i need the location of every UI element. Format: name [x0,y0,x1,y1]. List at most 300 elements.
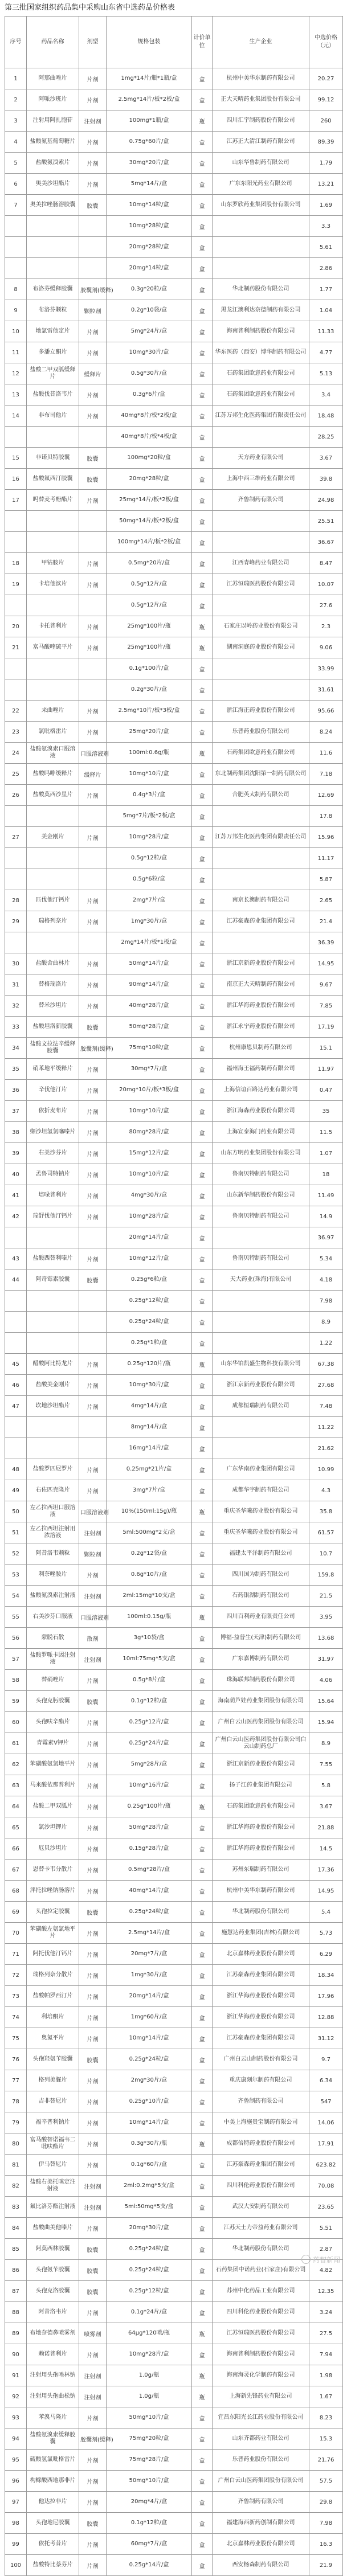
cell-price: 1.77 [309,279,343,300]
cell-drug-name: 左乙拉西坦口服溶液 [27,1501,79,1522]
table-row [5,2112,343,2133]
cell-drug-name: 地氯雷他定片 [27,321,79,342]
cell-manufacturer: 浙江华海药业股份有限公司 [213,1986,309,2007]
cell-price: 2.3 [309,616,343,637]
cell-drug-name: 盐酸帕罗西汀片 [27,1986,79,2007]
cell-unit: 盒 [192,469,213,490]
cell-unit: 盒 [192,1059,213,1080]
cell-dosage-form: 片剂 [79,2091,107,2112]
cell-index: 67 [5,1860,27,1881]
cell-dosage-form: 片剂 [79,89,107,110]
cell-drug-name: 富马酸替诺福韦二吡呋酯片 [27,2133,79,2155]
table-row [5,1501,343,1522]
cell-manufacturer: 浙江华海药业股份有限公司 [213,1838,309,1860]
cell-dosage-form: 胶囊 [79,1691,107,1712]
cell-manufacturer: 重庆康刻尔制药有限公司 [213,2070,309,2091]
cell-spec: 0.15g*28片/盒 [107,1838,192,1860]
cell-manufacturer: 博福-益普生(天津)制药有限公司 [213,1628,309,1649]
cell-price: 27.68 [309,1375,343,1396]
cell-index: 35 [5,1059,27,1080]
cell-spec: 25mg*100片/瓶 [107,637,192,658]
cell-spec: 0.5g*12粒/盒 [107,848,192,869]
table-row [5,1965,343,1986]
table-row [5,448,343,469]
cell-manufacturer: 浙江永宁药业股份有限公司 [213,1017,309,1038]
cell-spec: 0.25g*24粒/盒 [107,2260,192,2281]
cell-unit: 盒 [192,2555,213,2576]
cell-manufacturer: 山东罗欣药业集团股份有限公司 [213,195,309,216]
cell-unit: 盒 [192,427,213,448]
cell-drug-name: 左乙拉西坦注射用浓溶液 [27,1522,79,1543]
cell-drug-name: 瑞格列奈分散片 [27,1965,79,1986]
table-row [5,300,343,321]
cell-unit: 盒 [192,2281,213,2302]
cell-dosage-form: 片剂 [79,974,107,996]
cell-price: 36.39 [309,932,343,953]
cell-dosage-form: 片剂 [79,1122,107,1143]
cell-drug-name: 吉非替尼片 [27,2091,79,2112]
cell-price: 12.35 [309,2281,343,2302]
table-row [5,1881,343,1902]
cell-price: 9.06 [309,637,343,658]
cell-index: 70 [5,1923,27,1944]
cell-price: 21.4 [309,911,343,932]
cell-unit: 瓶 [192,1796,213,1817]
cell-drug-name: 布地奈德鼻喷雾剂 [27,2323,79,2344]
cell-price: 1.22 [309,1333,343,1354]
cell-dosage-form: 片剂 [79,1860,107,1881]
cell-spec: 0.25g*24粒/盒 [107,2049,192,2070]
cell-dosage-form [79,1417,107,1438]
cell-dosage-form: 片剂 [79,616,107,637]
cell-manufacturer: 江苏万邦生化医药集团有限责任公司 [213,406,309,427]
cell-unit: 瓶 [192,2386,213,2407]
cell-manufacturer: 浙江京新药业股份有限公司 [213,1375,309,1396]
table-row [5,532,343,553]
cell-unit: 盒 [192,953,213,974]
cell-index: 39 [5,1143,27,1164]
cell-index: 18 [5,553,27,574]
cell-dosage-form: 胶囊 [79,469,107,490]
cell-index: 80 [5,2133,27,2155]
cell-unit: 盒 [192,1881,213,1902]
cell-dosage-form: 胶囊剂(缓释) [79,1038,107,1059]
cell-spec: 3mg*7片/盒 [107,1480,192,1501]
cell-drug-name: 布洛芬缓释胶囊 [27,279,79,300]
cell-spec: 50mg*14片/盒 [107,953,192,974]
table-row [5,363,343,384]
cell-unit: 盒 [192,342,213,363]
cell-spec: 20mg*14片/盒 [107,1227,192,1248]
cell-index: 31 [5,974,27,996]
cell-manufacturer: 齐鲁制药有限公司 [213,490,309,511]
cell-drug-name: 盐酸特比萘芬片 [27,2555,79,2576]
cell-unit: 盒 [192,1754,213,1775]
cell-manufacturer: 海南普利制药股份有限公司 [213,2344,309,2365]
cell-spec: 0.5g*12片/盒 [107,595,192,616]
cell-drug-name [27,658,79,679]
cell-price: 28.25 [309,427,343,448]
cell-manufacturer: 中美上海施贵宝制药有限公司 [213,2112,309,2133]
cell-spec: 1mg*14片/瓶*1瓶/盒 [107,68,192,89]
cell-dosage-form: 片剂 [79,2133,107,2155]
cell-manufacturer: 福建太平洋制药有限公司 [213,1543,309,1565]
cell-unit: 盒 [192,1017,213,1038]
cell-drug-name: 奥美拉唑肠溶胶囊 [27,195,79,216]
table-row [5,1902,343,1923]
header-index: 序号 [5,17,27,68]
cell-manufacturer: 成都恒瑞制药有限公司 [213,1396,309,1417]
cell-drug-name [27,806,79,827]
cell-manufacturer: 广东东阳光药业有限公司 [213,174,309,195]
cell-spec: 10mg*28片/盒 [107,1206,192,1227]
cell-price: 1.79 [309,153,343,174]
cell-dosage-form: 片剂 [79,637,107,658]
cell-dosage-form: 口服溶液剂 [79,1501,107,1522]
cell-price: 3.3 [309,216,343,237]
cell-spec: 0.1g*12粒/盒 [107,1691,192,1712]
cell-manufacturer: 扬子江药业集团有限公司 [213,1775,309,1796]
cell-drug-name: 卡培他滨片 [27,574,79,595]
cell-price: 14.95 [309,1881,343,1902]
table-row [5,764,343,785]
cell-drug-name: 头孢羟氨苄胶囊 [27,2049,79,2070]
table-row [5,1375,343,1396]
table-row [5,701,343,722]
cell-spec: 20mg*14片/盒 [107,1986,192,2007]
cell-index: 84 [5,2218,27,2239]
cell-manufacturer: 山东新华制药股份有限公司 [213,1185,309,1206]
cell-manufacturer: 南京长澳制药有限公司 [213,890,309,911]
table-row [5,1860,343,1881]
cell-manufacturer: 上海宣泰海门药业有限公司 [213,1122,309,1143]
cell-dosage-form: 片剂 [79,132,107,153]
cell-manufacturer: 石药集团欧意药业有限公司 [213,384,309,406]
cell-manufacturer: 江苏豪森药业集团有限公司 [213,1965,309,1986]
cell-spec: 0.25g*24粒/盒 [107,1902,192,1923]
cell-drug-name [27,932,79,953]
cell-price: 7.18 [309,764,343,785]
table-row [5,89,343,110]
cell-spec: 8mg*14片/盒 [107,1417,192,1438]
cell-price: 15.96 [309,827,343,848]
cell-price: 11.97 [309,1059,343,1080]
cell-manufacturer: 石药集团欧意药业有限公司 [213,1796,309,1817]
cell-manufacturer [213,869,309,890]
cell-spec: 0.1g*12粒/盒 [107,2513,192,2534]
cell-price: 4.82 [309,2260,343,2281]
cell-spec: 0.1g*24片/盒 [107,2302,192,2323]
cell-price: 13.21 [309,174,343,195]
cell-drug-name [27,237,79,258]
cell-unit: 盒 [192,2049,213,2070]
table-row [5,2133,343,2155]
cell-manufacturer: 鲁南贝特制药有限公司 [213,1206,309,1227]
header-spec: 规格包装 [107,17,192,68]
cell-drug-name: 盐酸二甲双胍缓释片 [27,363,79,384]
table-row [5,932,343,953]
table-row [5,2070,343,2091]
cell-spec: 10mg*10片/盒 [107,1164,192,1185]
cell-price: 31.61 [309,679,343,701]
cell-unit: 盒 [192,490,213,511]
cell-manufacturer: 西安杨森制药有限公司 [213,2555,309,2576]
cell-drug-name: 利培酮片 [27,2007,79,2028]
cell-manufacturer: 成都倍特药业股份有限公司 [213,2133,309,2155]
cell-manufacturer [213,258,309,279]
cell-drug-name: 恩替卡韦分散片 [27,1860,79,1881]
cell-manufacturer: 福建海西新药创制有限公司 [213,2513,309,2534]
cell-drug-name: 头孢地尼胶囊 [27,2513,79,2534]
cell-spec: 0.6g*10片/盒 [107,1565,192,1586]
table-row [5,216,343,237]
cell-drug-name: 阿哌沙班片 [27,89,79,110]
cell-unit: 盒 [192,869,213,890]
cell-dosage-form [79,869,107,890]
cell-unit: 盒 [192,132,213,153]
cell-spec: 1mg*60片/盒 [107,2007,192,2028]
cell-unit: 盒 [192,1944,213,1965]
cell-manufacturer: 正大天晴药业集团股份有限公司 [213,89,309,110]
cell-drug-name: 枸橼酸西地那非片 [27,2471,79,2492]
cell-unit: 盒 [192,174,213,195]
cell-price: 23.65 [309,2197,343,2218]
cell-dosage-form: 片剂 [79,1817,107,1838]
cell-spec: 0.3g*6片/盒 [107,384,192,406]
cell-price: 7.98 [309,2513,343,2534]
table-row [5,1712,343,1733]
cell-index: 96 [5,2471,27,2492]
cell-spec: 100ml:0.6g/瓶 [107,743,192,764]
cell-price: 8.24 [309,722,343,743]
table-row [5,1543,343,1565]
cell-index: 15 [5,448,27,469]
cell-dosage-form: 片剂 [79,2450,107,2471]
cell-manufacturer: 天大药业(珠海)有限公司 [213,1269,309,1291]
cell-spec: 0.5g*12片/盒 [107,574,192,595]
cell-spec: 10mg*28片/盒 [107,2344,192,2365]
cell-drug-name [27,1312,79,1333]
table-row [5,722,343,743]
cell-drug-name: 美金刚片 [27,827,79,848]
cell-price: 3.95 [309,1607,343,1628]
price-table [5,16,343,2576]
cell-spec: 75mg*20粒/盒 [107,2428,192,2450]
cell-dosage-form: 片剂 [79,827,107,848]
cell-index: 8 [5,279,27,300]
cell-drug-name: 盐酸坦洛新胶囊 [27,1017,79,1038]
cell-drug-name: 来曲唑片 [27,701,79,722]
cell-drug-name: 奥氮平片 [27,2028,79,2049]
cell-manufacturer: 杭州中美华东制药有限公司 [213,68,309,89]
cell-price: 8.23 [309,2407,343,2428]
cell-unit: 盒 [192,1333,213,1354]
cell-drug-name: 盐酸西替利嗪片 [27,1248,79,1269]
cell-unit: 盒 [192,1291,213,1312]
cell-dosage-form: 片剂 [79,1080,107,1101]
cell-spec: 80mg*28片/盒 [107,1122,192,1143]
cell-price: 14.95 [309,953,343,974]
cell-drug-name: 缬沙坦氢氯噻嗪片 [27,1122,79,1143]
table-row [5,195,343,216]
cell-unit: 盒 [192,1838,213,1860]
table-row [5,996,343,1017]
cell-manufacturer: 江苏万邦生化医药集团有限责任公司 [213,827,309,848]
cell-price: 3.67 [309,448,343,469]
cell-drug-name: 盐酸舍曲林片 [27,953,79,974]
cell-unit: 盒 [192,1206,213,1227]
cell-price: 61.57 [309,1522,343,1543]
cell-price: 39.8 [309,469,343,490]
table-row [5,2260,343,2281]
cell-dosage-form [79,216,107,237]
cell-manufacturer: 山东齐都药业有限公司 [213,2428,309,2450]
cell-dosage-form: 注射剂 [79,2386,107,2407]
table-row [5,848,343,869]
cell-spec: 0.25mg*21片/盒 [107,1459,192,1480]
cell-dosage-form: 注射剂 [79,2365,107,2386]
cell-drug-name: 培哚普利片 [27,1185,79,1206]
table-row [5,2176,343,2197]
cell-spec: 0.25g*6粒/盒 [107,1269,192,1291]
cell-price: 10.07 [309,574,343,595]
cell-unit: 盒 [192,1122,213,1143]
cell-price: 24.98 [309,490,343,511]
cell-manufacturer: 武汉大安制药有限公司 [213,2197,309,2218]
cell-spec: 10ml:75mg*5支/盒 [107,1649,192,1670]
cell-manufacturer: 天方药业有限公司 [213,448,309,469]
cell-index [5,932,27,953]
cell-manufacturer: 江西青峰药业有限公司 [213,553,309,574]
cell-dosage-form: 片剂 [79,1185,107,1206]
cell-price: 21.62 [309,1438,343,1459]
cell-index [5,532,27,553]
cell-spec: 20mg*28粒/盒 [107,237,192,258]
table-row [5,2534,343,2555]
cell-manufacturer: 石药集团欧意药业有限公司 [213,743,309,764]
cell-spec: 15mg*12片/盒 [107,1143,192,1164]
cell-dosage-form [79,511,107,532]
cell-dosage-form: 片剂 [79,321,107,342]
cell-spec: 10mg*28片/盒 [107,827,192,848]
cell-dosage-form: 片剂 [79,174,107,195]
cell-drug-name: 阿奇霉素胶囊 [27,1269,79,1291]
cell-spec: 0.25g*12粒/盒 [107,1291,192,1312]
cell-dosage-form: 胶囊 [79,2281,107,2302]
cell-price: 4.3 [309,1480,343,1501]
cell-price: 3.4 [309,384,343,406]
cell-drug-name: 盐酸氨溴索缓释胶囊 [27,2428,79,2450]
cell-dosage-form: 片剂 [79,1480,107,1501]
cell-index: 69 [5,1902,27,1923]
table-row [5,68,343,89]
cell-spec: 25mg*20片/盒 [107,722,192,743]
cell-price: 9.7 [309,2049,343,2070]
cell-index: 26 [5,785,27,806]
cell-price: 3.67 [309,1796,343,1817]
cell-index: 28 [5,890,27,911]
cell-index: 19 [5,574,27,595]
cell-manufacturer [213,1291,309,1312]
cell-unit: 盒 [192,532,213,553]
cell-unit: 盒 [192,2197,213,2218]
cell-unit: 瓶 [192,2133,213,2155]
cell-unit: 盒 [192,2218,213,2239]
cell-index [5,595,27,616]
cell-index: 95 [5,2450,27,2471]
cell-spec: 0.1g*100片/盒 [107,658,192,679]
cell-index: 60 [5,1712,27,1733]
cell-price: 21.76 [309,2450,343,2471]
cell-dosage-form: 片剂 [79,996,107,1017]
cell-dosage-form: 片剂 [79,1923,107,1944]
cell-drug-name: 醋酸阿比特龙片 [27,1354,79,1375]
cell-manufacturer: 海南海灵化学制药有限公司 [213,2365,309,2386]
cell-spec: 0.25g*12粒/盒 [107,2281,192,2302]
cell-price: 1.69 [309,195,343,216]
cell-dosage-form: 注射剂 [79,1586,107,1607]
cell-unit: 盒 [192,890,213,911]
cell-unit: 盒 [192,1227,213,1248]
cell-spec: 40mg*14片/盒 [107,1881,192,1902]
table-row [5,1586,343,1607]
cell-spec: 2mg*7片/盒 [107,890,192,911]
cell-index: 2 [5,89,27,110]
cell-unit: 盒 [192,701,213,722]
table-row [5,1164,343,1185]
cell-price: 13.68 [309,1628,343,1649]
cell-price: 29.8 [309,2492,343,2513]
cell-spec: 0.25g*10片/盒 [107,2091,192,2112]
cell-dosage-form: 片剂 [79,406,107,427]
cell-manufacturer: 浙江华海药业股份有限公司 [213,2007,309,2028]
cell-spec: 50mg*10片/盒 [107,2407,192,2428]
cell-dosage-form: 片剂 [79,1565,107,1586]
cell-dosage-form: 口服溶液剂 [79,1607,107,1628]
cell-index: 72 [5,1965,27,1986]
cell-index: 88 [5,2302,27,2323]
table-row [5,1227,343,1248]
cell-unit: 盒 [192,258,213,279]
cell-unit: 盒 [192,448,213,469]
cell-dosage-form: 片剂 [79,1670,107,1691]
cell-index: 32 [5,996,27,1017]
cell-index: 76 [5,2049,27,2070]
cell-drug-name: 盐酸罗匹尼罗片 [27,1459,79,1480]
cell-drug-name: 盐酸吗啡缓释片 [27,764,79,785]
cell-index: 99 [5,2534,27,2555]
cell-dosage-form: 胶囊 [79,1017,107,1038]
cell-spec: 0.3g*30片/瓶 [107,2133,192,2155]
table-row [5,2028,343,2049]
cell-drug-name: 头孢克肟胶囊 [27,1691,79,1712]
cell-price: 5.4 [309,1902,343,1923]
table-row [5,1038,343,1059]
cell-spec: 0.25g*14片/盒 [107,2555,192,2576]
cell-price: 15.94 [309,1712,343,1733]
cell-index: 22 [5,701,27,722]
cell-dosage-form [79,258,107,279]
cell-dosage-form: 片剂 [79,1206,107,1227]
cell-drug-name: 替米沙坦片 [27,996,79,1017]
cell-spec: 20mg*10片/板*3板/盒 [107,1080,192,1101]
cell-manufacturer: 浙江华海药业股份有限公司 [213,1817,309,1838]
cell-unit: 盒 [192,216,213,237]
cell-dosage-form: 片剂 [79,1775,107,1796]
cell-index: 94 [5,2428,27,2450]
cell-index [5,1291,27,1312]
table-row [5,553,343,574]
